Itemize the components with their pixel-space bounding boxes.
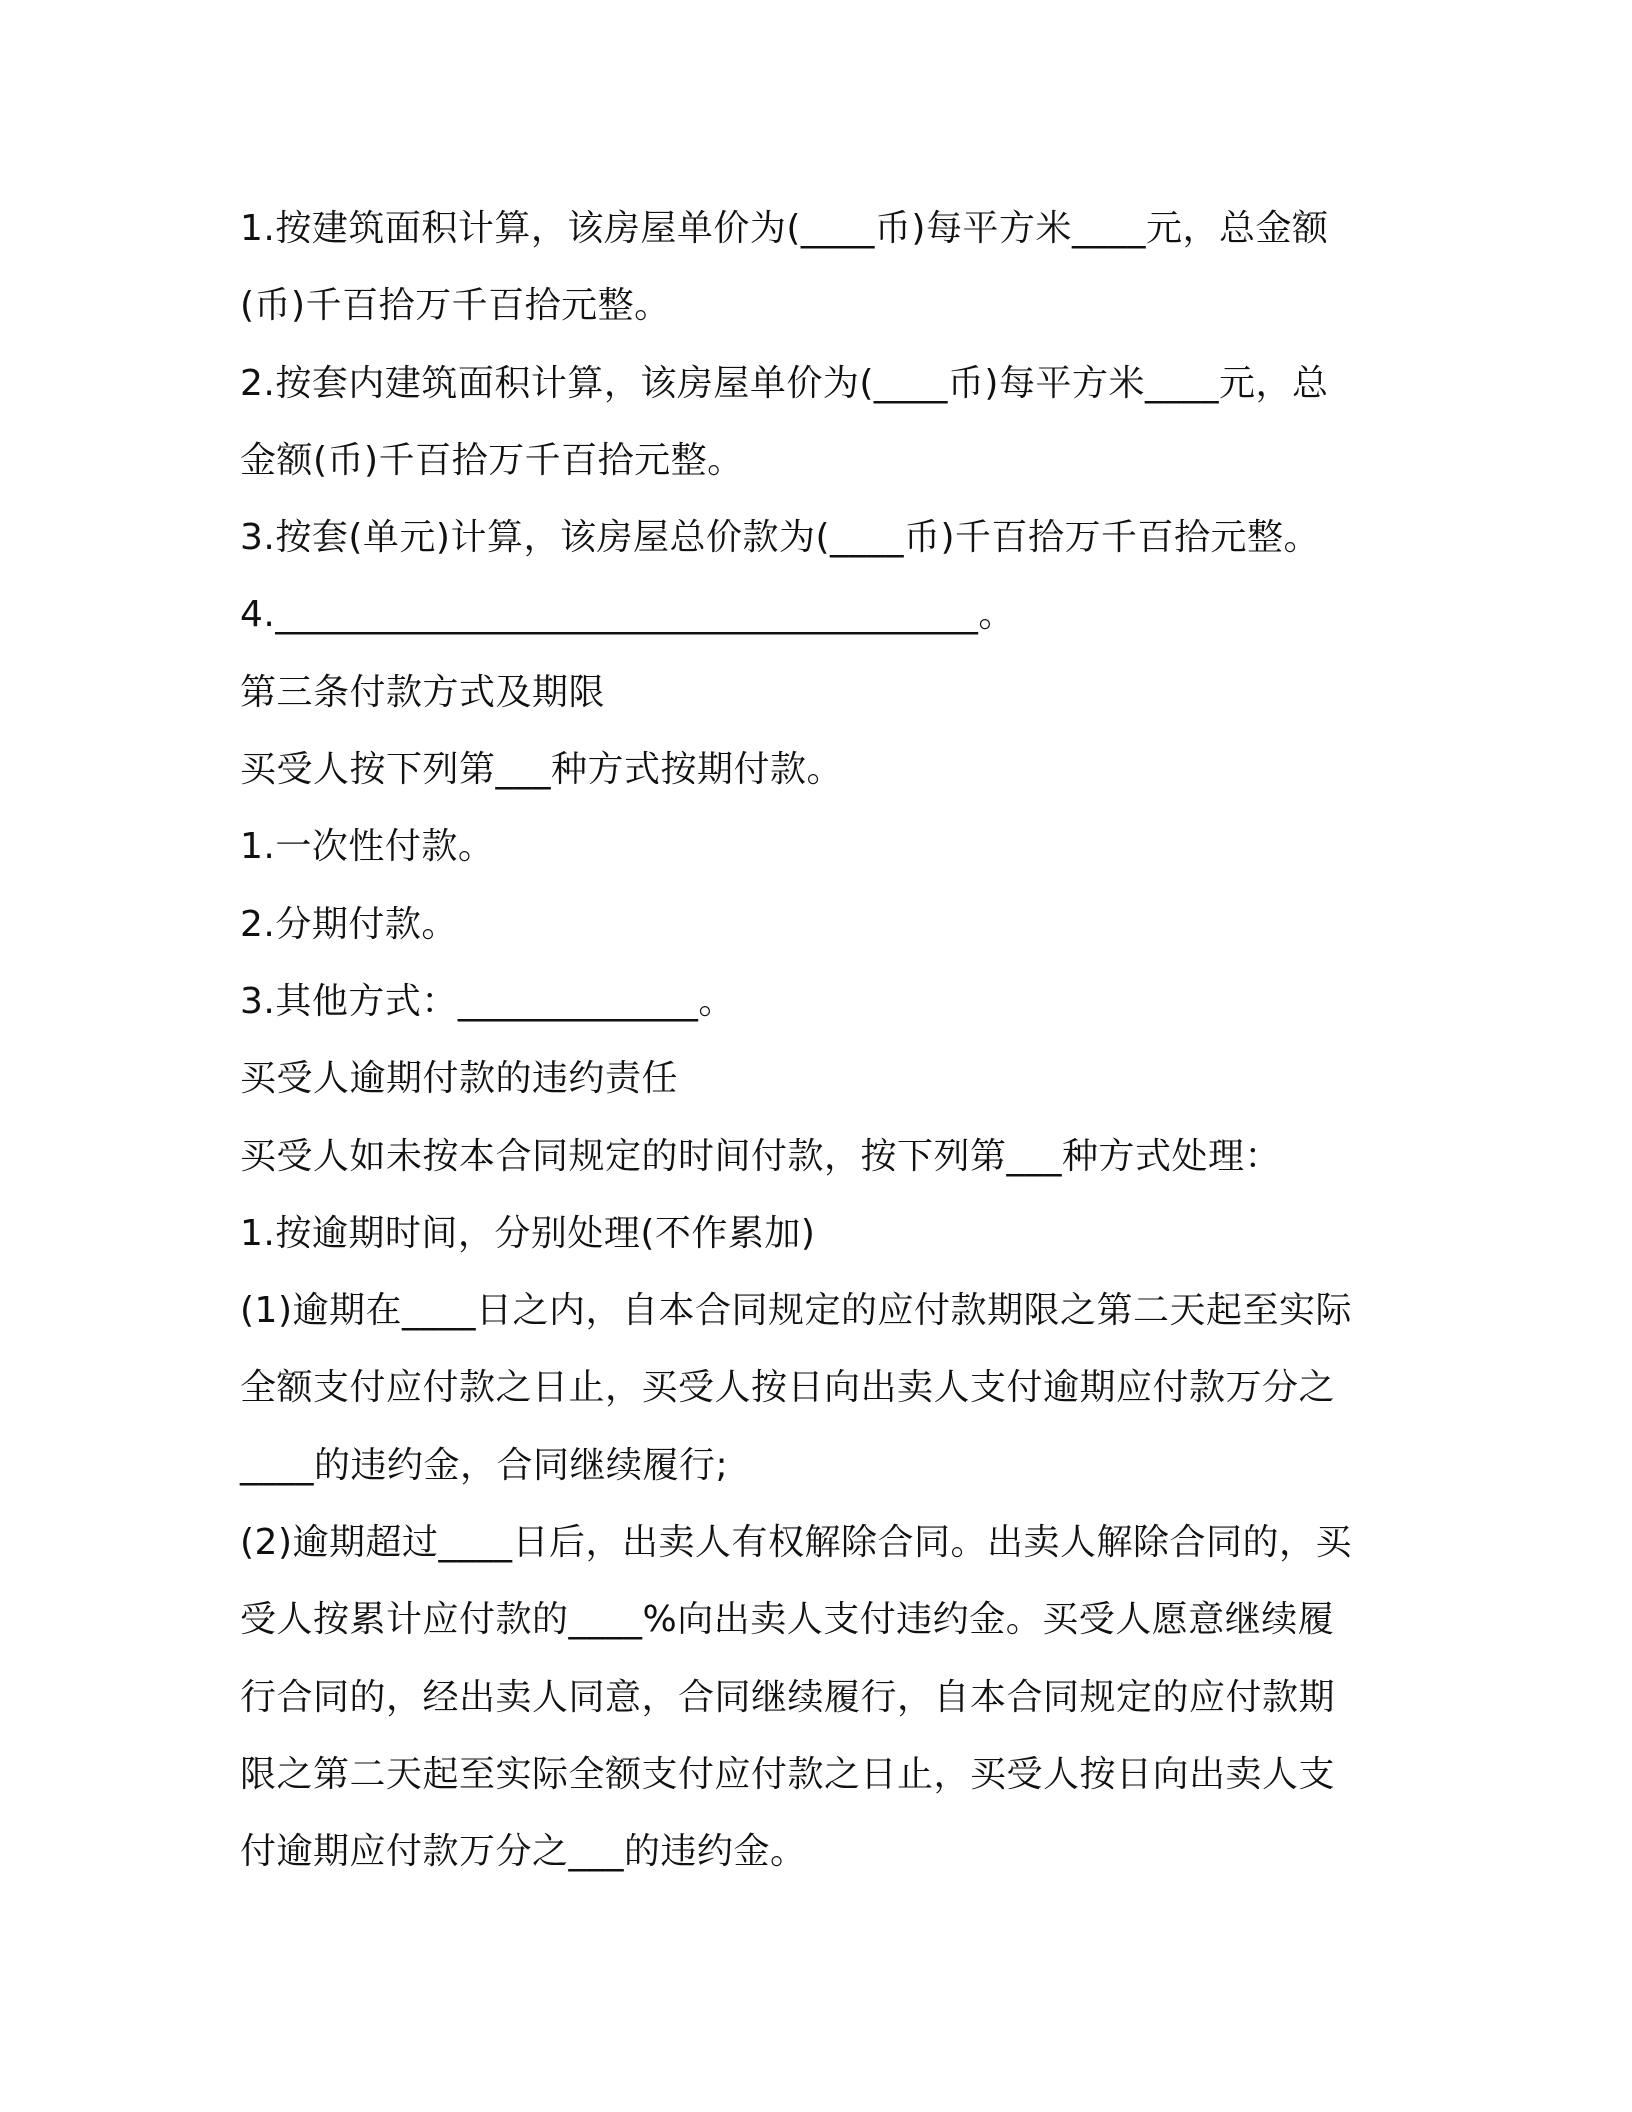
section-heading-payment: 第三条付款方式及期限 [240,671,606,713]
text-line-3: 2.按套内建筑面积计算，该房屋单价为(____币)每平方米____元，总 [240,362,1329,404]
section-heading-liability: 买受人逾期付款的违约责任 [240,1058,679,1100]
text-line-20: 行合同的，经出卖人同意，合同继续履行，自本合同规定的应付款期 [240,1676,1336,1718]
text-line-21: 限之第二天起至实际全额支付应付款之日止，买受人按日向出卖人支 [240,1753,1336,1795]
text-line-2: (币)千百拾万千百拾元整。 [240,285,671,327]
text-line-17: ____的违约金，合同继续履行; [240,1444,729,1486]
text-line-15: (1)逾期在____日之内，自本合同规定的应付款期限之第二天起至实际 [240,1290,1352,1332]
text-line-1: 1.按建筑面积计算，该房屋单价为(____币)每平方米____元，总金额 [240,208,1329,249]
document-body [240,190,1390,1891]
text-line-13: 买受人如未按本合同规定的时间付款，按下列第___种方式处理： [240,1135,1282,1177]
text-line-5: 3.按套(单元)计算，该房屋总价款为(____币)千百拾万千百拾元整。 [240,517,1321,559]
text-line-19: 受人按累计应付款的____%向出卖人支付违约金。买受人愿意继续履 [240,1599,1335,1641]
text-line-4: 金额(币)千百拾万千百拾元整。 [240,439,744,481]
text-line-14: 1.按逾期时间，分别处理(不作累加) [240,1212,816,1254]
text-line-22: 付逾期应付款万分之___的违约金。 [240,1831,807,1873]
text-line-16: 全额支付应付款之日止，买受人按日向出卖人支付逾期应付款万分之 [240,1367,1336,1409]
text-line-6: 4.______________________________________。 [240,594,1015,636]
text-line-11: 3.其他方式：_____________。 [240,980,735,1022]
text-line-10: 2.分期付款。 [240,903,458,945]
text-line-18: (2)逾期超过____日后，出卖人有权解除合同。出卖人解除合同的，买 [240,1522,1352,1564]
text-line-8: 买受人按下列第___种方式按期付款。 [240,749,844,791]
text-line-9: 1.一次性付款。 [240,826,495,868]
